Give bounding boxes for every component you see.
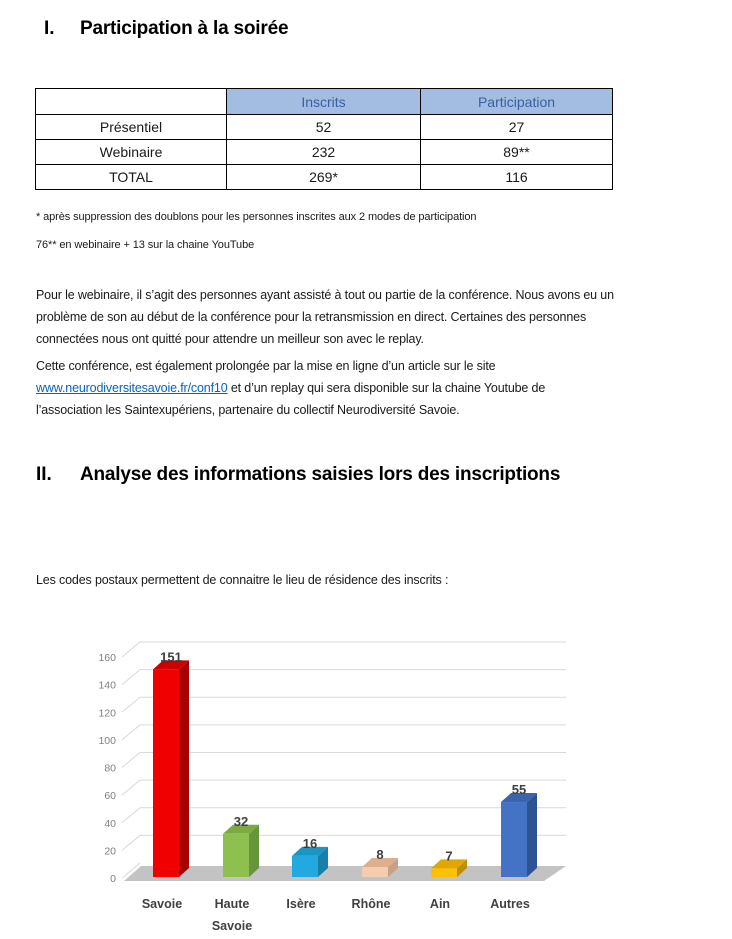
row-label: Webinaire [36, 140, 227, 165]
table-header-participation: Participation [421, 89, 613, 115]
paragraph-line: Pour le webinaire, il s’agit des personnes ayant assisté à tout ou partie de la conférence. Nous avons eu un [36, 288, 614, 302]
bar-value-label: 151 [160, 649, 182, 665]
table-row [36, 115, 613, 140]
y-tick-label: 60 [104, 790, 116, 803]
category-label: Isère [286, 897, 316, 911]
cell-participation: 89** [421, 140, 613, 165]
residence-bar-chart [0, 640, 732, 934]
cell-participation: 116 [421, 165, 613, 190]
row-label: Présentiel [36, 115, 227, 140]
paragraph-webinaire [36, 284, 614, 350]
chart-svg [0, 640, 732, 934]
footnote-doublons: * après suppression des doublons pour les personnes inscrites aux 2 modes de participation [36, 211, 477, 223]
table-header-empty [36, 89, 227, 115]
category-label: Savoie [211, 919, 253, 933]
paragraph-conference [36, 355, 545, 421]
site-link[interactable]: www.neurodiversitesavoie.fr/conf10 [36, 381, 228, 395]
bar-value-label: 55 [511, 782, 527, 798]
cell-inscrits: 52 [227, 115, 421, 140]
section2-title: Analyse des informations saisies lors des inscriptions [80, 464, 561, 485]
table-header-row [36, 89, 613, 115]
category-label: Autres [490, 897, 530, 911]
bar-value-label: 7 [445, 848, 453, 864]
cell-inscrits: 269* [227, 165, 421, 190]
y-tick-label: 80 [104, 762, 116, 775]
y-tick-label: 40 [104, 817, 116, 830]
chart-intro-text: Les codes postaux permettent de connaitre le lieu de résidence des inscrits : [36, 573, 449, 587]
section2-number: II. [36, 464, 52, 485]
y-tick-label: 20 [104, 845, 116, 858]
bar-value-label: 16 [302, 835, 318, 851]
paragraph-line: l’association les Saintexupériens, partenaire du collectif Neurodiversité Savoie. [36, 403, 460, 417]
y-tick-label: 120 [98, 707, 116, 720]
category-label: Ain [429, 897, 451, 911]
y-tick-label: 100 [98, 734, 116, 747]
y-tick-label: 160 [98, 652, 116, 664]
paragraph-line [36, 377, 545, 399]
category-label: Savoie [141, 897, 183, 911]
y-tick-label: 140 [98, 679, 116, 692]
category-label: Haute [214, 897, 250, 911]
category-label: Rhône [351, 897, 391, 911]
paragraph-line: problème de son au début de la conférence pour la retransmission en direct. Certaines des personnes [36, 310, 587, 324]
table-row [36, 165, 613, 190]
row-label: TOTAL [36, 165, 227, 190]
cell-inscrits: 232 [227, 140, 421, 165]
participation-table [35, 88, 613, 190]
footnote-youtube: 76** en webinaire + 13 sur la chaine YouTube [36, 239, 255, 251]
y-tick-label: 0 [110, 873, 116, 885]
paragraph-line: connectées nous ont quitté pour attendre un meilleur son avec le replay. [36, 332, 424, 346]
section1-number: I. [44, 18, 55, 39]
cell-participation: 27 [421, 115, 613, 140]
bar-value-label: 32 [233, 813, 249, 829]
paragraph-line: Cette conférence, est également prolongée par la mise en ligne d’un article sur le site [36, 359, 496, 373]
table-row [36, 140, 613, 165]
section1-title: Participation à la soirée [80, 18, 289, 39]
bar-value-label: 8 [376, 846, 384, 862]
paragraph-line-rest: et d’un replay qui sera disponible sur la chaine Youtube de [227, 381, 546, 395]
table-header-inscrits: Inscrits [227, 89, 421, 115]
